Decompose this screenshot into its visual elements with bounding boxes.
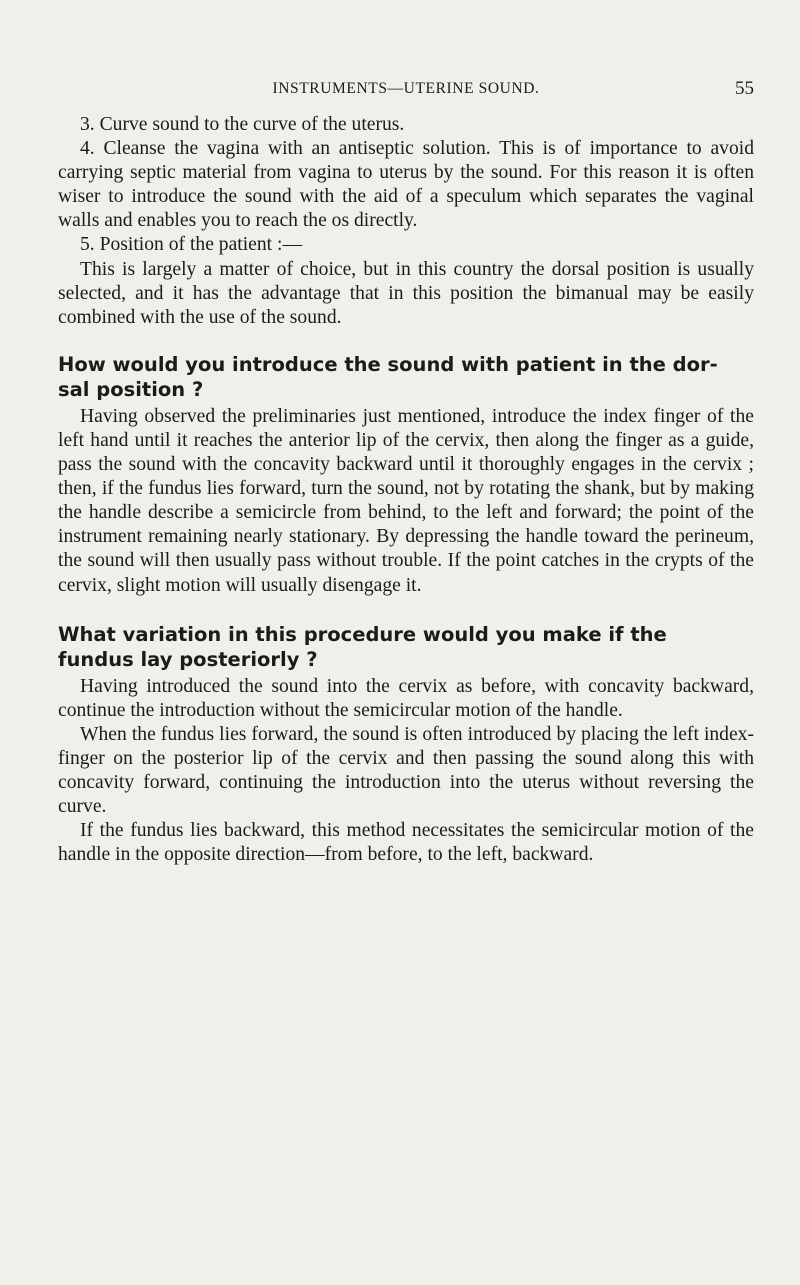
question-heading-line: How would you introduce the sound with patient in the dor-: [58, 352, 718, 376]
paragraph-step-3: 3. Curve sound to the curve of the uterus.: [80, 114, 405, 135]
margin-mark: [50, 777, 53, 799]
question-heading-posterior: [58, 622, 754, 672]
paragraph-step-4: 4. Cleanse the vagina with an antiseptic solution. This is of importance to avoid carrying septic material from vagina to uterus by the sound. For this reason it is often wiser to introduce the sound with the aid of a speculum which separates the vaginal walls and enables you to reach the os directly.: [58, 138, 754, 232]
paragraph-answer-posterior: Having introduced the sound into the cervix as before, with concavity backward, continue the introduction without the semicircular motion of the handle.: [58, 675, 754, 721]
question-heading-continuation: fundus lay posteriorly ?: [58, 647, 318, 671]
page-number: 55: [735, 78, 754, 99]
paragraph-answer-dorsal: Having observed the preliminaries just mentioned, introduce the index finger of the left hand until it reaches the anterior lip of the cervix, then along the finger as a guide, pass the sound with the concavity backward until it thoroughly engages in the cervix ; then, if the fundus lies forward, turn the sound, not by rotating the shank, but by making the handle describe a semicircle from behind, to the left and forward; the point of the instrument remaining nearly stationary. By depressing the handle toward the perineum, the sound will then usually pass without trouble. If the point catches in the crypts of the cervix, slight motion will usually disengage it.: [58, 405, 754, 596]
paragraph-position: This is largely a matter of choice, but in this country the dorsal position is usually selected, and it has the advantage that in this position the bimanual may be easily combined with the use of the sound.: [58, 258, 754, 328]
question-heading-continuation: sal position ?: [58, 377, 204, 401]
paragraph-fundus-backward: If the fundus lies backward, this method necessitates the semicircular motion of the handle in the opposite direction—from before, to the left, backward.: [58, 820, 754, 866]
question-heading-dorsal: [58, 352, 754, 402]
running-title: INSTRUMENTS—UTERINE SOUND.: [272, 80, 540, 97]
paragraph-fundus-forward: When the fundus lies forward, the sound is often introduced by placing the left index-finger on the posterior lip of the cervix and then passing the sound along this with concavity forward, continuing the introduction into the uterus without reversing the curve.: [58, 723, 754, 818]
question-heading-line: What variation in this procedure would you make if the: [58, 622, 667, 646]
paragraph-step-5: 5. Position of the patient :—: [80, 234, 303, 256]
page-body: [58, 113, 754, 867]
running-head: [58, 80, 754, 104]
